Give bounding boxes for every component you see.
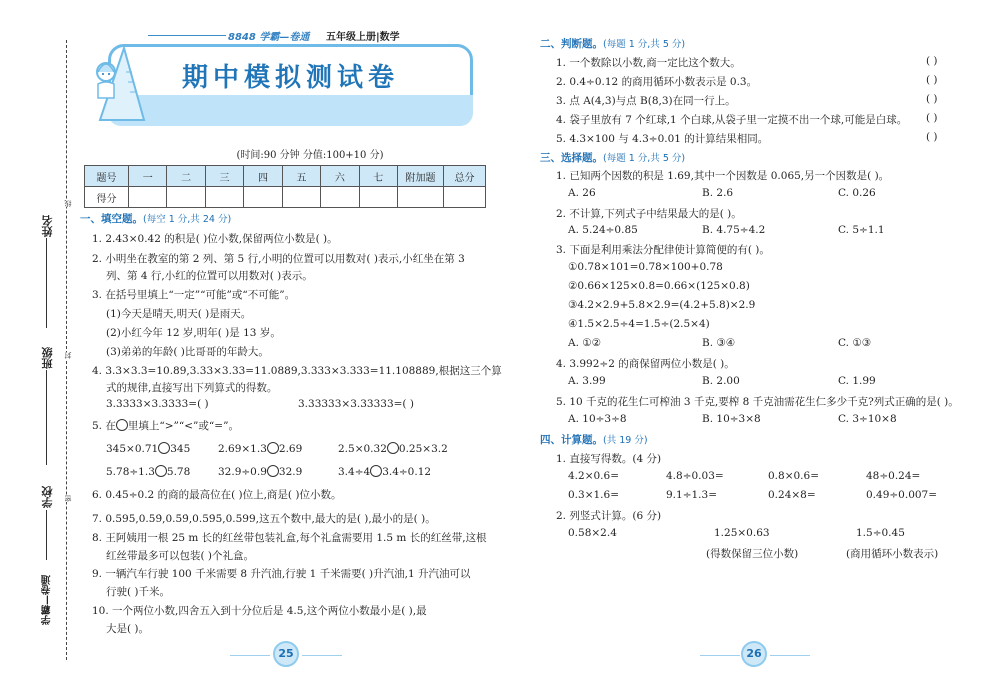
choice-2: 2. 不计算,下列式子中结果最大的是( )。 xyxy=(556,208,742,220)
section-choice xyxy=(540,150,685,165)
judge-4: 4. 袋子里放有 7 个红球,1 个白球,从袋子里一定摸不出一个球,可能是白球。 xyxy=(556,114,908,126)
class-label: 班级 xyxy=(41,347,54,369)
calc-item: 9.1÷1.3= xyxy=(666,489,717,501)
score-input-cell[interactable] xyxy=(321,187,359,208)
compare-circle[interactable] xyxy=(155,465,167,477)
seal-mark-line: 线 xyxy=(64,200,72,207)
score-table-cell: 总分 xyxy=(444,166,486,187)
calc-item: 0.24×8= xyxy=(768,489,816,501)
section-title: 四、计算题。 xyxy=(540,434,603,446)
vine-decoration xyxy=(770,655,810,656)
ruler-girl-icon xyxy=(86,42,146,122)
calc-item: 0.49÷0.007= xyxy=(866,489,938,501)
compare-item xyxy=(338,442,448,455)
score-table-cell: 七 xyxy=(359,166,397,187)
question-3-3: (3)弟弟的年龄( )比哥哥的年龄大。 xyxy=(106,346,269,358)
vine-decoration xyxy=(700,655,740,656)
compare-left: 2.69×1.3 xyxy=(218,443,267,455)
judge-1: 1. 一个数除以小数,商一定比这个数大。 xyxy=(556,57,741,69)
choice-3-item: ④1.5×2.5÷4=1.5÷(2.5×4) xyxy=(568,318,710,330)
title-banner xyxy=(108,44,473,126)
vine-decoration xyxy=(230,655,270,656)
choice-3-item: ③4.2×2.9+5.8×2.9=(4.2+5.8)×2.9 xyxy=(568,299,756,311)
compare-circle[interactable] xyxy=(370,465,382,477)
compare-item xyxy=(218,465,302,478)
brand-name: 8848 学霸—卷通 xyxy=(228,32,310,43)
compare-left: 32.9÷0.9 xyxy=(218,466,267,478)
choice-option: C. 0.26 xyxy=(838,187,876,199)
score-table-cell: 题号 xyxy=(85,166,129,187)
score-input-cell[interactable] xyxy=(244,187,282,208)
calc-1: 1. 直接写得数。(4 分) xyxy=(556,453,662,465)
time-score-info: (时间:90 分钟 分值:100+10 分) xyxy=(236,150,384,161)
judge-answer-paren[interactable]: ( ) xyxy=(926,93,938,105)
sidebar-brand: 学霸—卷通 xyxy=(42,575,53,625)
judge-2: 2. 0.4÷0.12 的商用循环小数表示是 0.3̇。 xyxy=(556,76,758,88)
question-1: 1. 2.43×0.42 的积是( )位小数,保留两位小数是( )。 xyxy=(92,233,338,245)
choice-option: C. ①③ xyxy=(838,337,872,349)
choice-option: A. ①② xyxy=(568,337,602,349)
judge-answer-paren[interactable]: ( ) xyxy=(926,131,938,143)
choice-option: C. 3÷10×8 xyxy=(838,413,897,425)
question-7: 7. 0.595,0.59̇,0.5̇9̇,0.59̇5̇,0.599,这五个数中,最大的是( ),最小的是( )。 xyxy=(92,513,436,525)
grade-subject: 五年级上册|数学 xyxy=(326,32,400,43)
score-table xyxy=(84,165,486,208)
choice-1: 1. 已知两个因数的积是 1.69,其中一个因数是 0.065,另一个因数是( )。 xyxy=(556,170,890,182)
question-3-2: (2)小红今年 12 岁,明年( )是 13 岁。 xyxy=(106,327,281,339)
question-5-suffix: 里填上“>”“<”或“=”。 xyxy=(127,420,239,432)
compare-right: 5.78 xyxy=(166,466,191,478)
section-judge xyxy=(540,36,685,51)
question-8-line2: 红丝带最多可以包装( )个礼盒。 xyxy=(106,550,255,562)
question-3-1: (1)今天是晴天,明天( )是雨天。 xyxy=(106,308,252,320)
compare-item xyxy=(106,442,190,455)
judge-answer-paren[interactable]: ( ) xyxy=(926,112,938,124)
compare-left: 3.4÷4 xyxy=(338,466,371,478)
compare-item xyxy=(338,465,431,478)
choice-4: 4. 3.992÷2 的商保留两位小数是( )。 xyxy=(556,358,735,370)
compare-right: 32.9 xyxy=(278,466,303,478)
compare-left: 2.5×0.32 xyxy=(338,443,387,455)
choice-3-item: ①0.78×101=0.78×100+0.78 xyxy=(568,261,723,273)
page-number-left: 25 xyxy=(278,647,294,660)
calc-item: 0.3×1.6= xyxy=(568,489,619,501)
brand-row xyxy=(88,28,473,42)
score-input-cell[interactable] xyxy=(282,187,320,208)
school-label: 学校 xyxy=(41,486,54,508)
question-10-line1: 10. 一个两位小数,四舍五入到十分位后是 4.5,这个两位小数最小是( ),最 xyxy=(92,605,427,617)
vertical-calc-note: (得数保留三位小数) xyxy=(706,548,799,560)
compare-circle[interactable] xyxy=(267,465,279,477)
choice-3-item: ②0.66×125×0.8=0.66×(125×0.8) xyxy=(568,280,750,292)
vertical-calc-item: 1.25×0.63 xyxy=(714,527,770,539)
score-row-label: 得分 xyxy=(85,187,129,208)
compare-right: 345 xyxy=(170,443,191,455)
score-table-cell: 五 xyxy=(282,166,320,187)
choice-option: A. 3.99 xyxy=(568,375,606,387)
calc-item: 4.2×0.6= xyxy=(568,470,619,482)
choice-option: B. 2.00 xyxy=(702,375,740,387)
score-table-cell: 一 xyxy=(129,166,167,187)
compare-circle[interactable] xyxy=(267,442,279,454)
compare-circle[interactable] xyxy=(158,442,170,454)
vine-decoration xyxy=(302,655,342,656)
compare-item xyxy=(218,442,302,455)
section-fill-blank xyxy=(80,211,231,226)
choice-option: C. 1.99 xyxy=(838,375,876,387)
vertical-calc-note: (商用循环小数表示) xyxy=(846,548,939,560)
compare-item xyxy=(106,465,190,478)
question-2-line2: 列、第 4 行,小红的位置可以用数对( )表示。 xyxy=(106,270,313,282)
question-10-line2: 大是( )。 xyxy=(106,623,150,635)
question-3: 3. 在括号里填上“一定”“可能”或“不可能”。 xyxy=(92,289,296,301)
banner-band xyxy=(108,95,473,126)
calc-item: 4.8÷0.03= xyxy=(666,470,724,482)
score-table-cell: 二 xyxy=(167,166,205,187)
score-input-cell[interactable] xyxy=(205,187,243,208)
compare-right: 2.69 xyxy=(278,443,303,455)
score-input-cell[interactable] xyxy=(359,187,397,208)
circle-blank-icon xyxy=(116,419,128,431)
question-9-line1: 9. 一辆汽车行驶 100 千米需要 8 升汽油,行驶 1 千米需要( )升汽油,1 升汽油可以 xyxy=(92,568,471,580)
compare-right: 3.4÷0.12 xyxy=(382,466,432,478)
section-note: (每空 1 分,共 24 分) xyxy=(143,214,232,225)
score-table-cell: 六 xyxy=(321,166,359,187)
seal-mark-secret: 密 xyxy=(64,495,72,502)
score-input-cell[interactable] xyxy=(167,187,205,208)
class-field-line xyxy=(46,370,47,465)
judge-answer-paren[interactable]: ( ) xyxy=(926,55,938,67)
question-9-line2: 行驶( )千米。 xyxy=(106,586,171,598)
score-table-cell: 四 xyxy=(244,166,282,187)
judge-3: 3. 点 A(4,3)与点 B(8,3)在同一行上。 xyxy=(556,95,736,107)
section-note: (每题 1 分,共 5 分) xyxy=(603,39,686,50)
judge-5: 5. 4.3×100 与 4.3÷0.01 的计算结果相同。 xyxy=(556,133,769,145)
compare-left: 345×0.71 xyxy=(106,443,159,455)
choice-option: A. 26 xyxy=(568,187,596,199)
score-table-row xyxy=(85,187,486,208)
compare-left: 5.78÷1.3 xyxy=(106,466,155,478)
section-title: 一、填空题。 xyxy=(80,213,143,225)
name-field-line xyxy=(46,238,47,328)
question-5 xyxy=(92,418,239,433)
calc-item: 0.8×0.6= xyxy=(768,470,819,482)
question-6: 6. 0.45÷0.2 的商的最高位在( )位上,商是( )位小数。 xyxy=(92,489,342,501)
question-2-line1: 2. 小明坐在教室的第 2 列、第 5 行,小明的位置可以用数对( )表示,小红坐在第 3 xyxy=(92,253,465,265)
school-field-line xyxy=(46,510,47,560)
page-number-right: 26 xyxy=(746,647,762,660)
question-4-line1: 4. 3.3×3.3=10.89,3.33×3.33=11.0889,3.333×3.333=11.108889,根据这三个算 xyxy=(92,365,502,377)
question-8-line1: 8. 王阿姨用一根 25 m 长的红丝带包装礼盒,每个礼盒需要用 1.5 m 长的红丝带,这根 xyxy=(92,532,487,544)
choice-5: 5. 10 千克的花生仁可榨油 3 千克,要榨 8 千克油需花生仁多少千克?列式正确的是( )。 xyxy=(556,396,959,408)
choice-option: B. 2.6 xyxy=(702,187,734,199)
seal-mark-seal: 封 xyxy=(64,352,72,359)
vertical-calc-item: 0.58×2.4 xyxy=(568,527,617,539)
question-5-prefix: 5. 在 xyxy=(92,420,116,432)
vertical-calc-item: 1.5÷0.45 xyxy=(856,527,905,539)
choice-option: B. ③④ xyxy=(702,337,736,349)
score-input-cell[interactable] xyxy=(398,187,444,208)
score-table-header-row xyxy=(85,166,486,187)
section-note: (每题 1 分,共 5 分) xyxy=(603,153,686,164)
choice-3: 3. 下面是利用乘法分配律使计算简便的有( )。 xyxy=(556,244,770,256)
choice-option: C. 5÷1.1 xyxy=(838,224,885,236)
section-calc xyxy=(540,432,648,447)
choice-option: A. 10÷3÷8 xyxy=(568,413,627,425)
question-4-calc1: 3.3333×3.3333=( ) xyxy=(106,398,209,410)
score-table-cell: 三 xyxy=(205,166,243,187)
name-label: 姓名 xyxy=(41,215,54,237)
choice-option: B. 4.75÷4.2 xyxy=(702,224,766,236)
score-table-cell: 附加题 xyxy=(398,166,444,187)
binding-line xyxy=(66,40,67,660)
score-input-cell[interactable] xyxy=(444,187,486,208)
compare-circle[interactable] xyxy=(387,442,399,454)
calc-item: 48÷0.24= xyxy=(866,470,921,482)
question-4-line2: 式的规律,直接写出下列算式的得数。 xyxy=(106,382,278,394)
calc-2: 2. 列竖式计算。(6 分) xyxy=(556,510,662,522)
section-title: 二、判断题。 xyxy=(540,38,603,50)
choice-option: A. 5.24÷0.85 xyxy=(568,224,638,236)
choice-option: B. 10÷3×8 xyxy=(702,413,761,425)
judge-answer-paren[interactable]: ( ) xyxy=(926,74,938,86)
compare-right: 0.25×3.2 xyxy=(398,443,448,455)
section-note: (共 19 分) xyxy=(603,435,648,446)
score-input-cell[interactable] xyxy=(129,187,167,208)
page-title: 期中模拟测试卷 xyxy=(181,63,399,93)
question-4-calc2: 3.33333×3.33333=( ) xyxy=(298,398,414,410)
section-title: 三、选择题。 xyxy=(540,152,603,164)
